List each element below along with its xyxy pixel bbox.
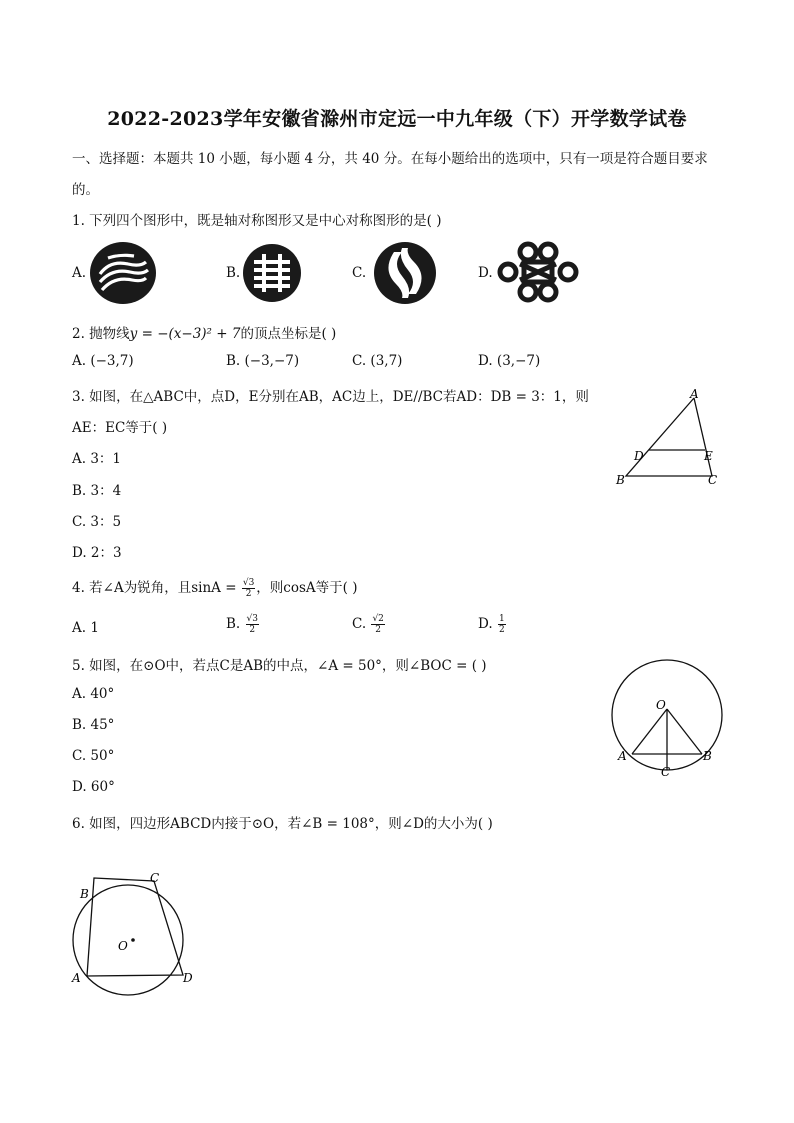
q2-stem-formula: y = −(x−3)² + 7 bbox=[129, 326, 241, 342]
q4-option-c-label: C. bbox=[352, 616, 367, 632]
q1-option-b-label: B. bbox=[226, 265, 241, 281]
q4-stem-frac-num: √3 bbox=[242, 578, 255, 588]
q2-stem-pre: 2. 抛物线 bbox=[72, 326, 130, 342]
q4-option-c-fraction bbox=[371, 614, 384, 635]
unionpay-style-logo-icon bbox=[240, 242, 304, 304]
question-5-stem: 5. 如图，在⊙O中，若点C是AB的中点，∠A = 50°，则∠BOC = ( ) bbox=[72, 658, 487, 674]
section-heading-line1: 一、选择题：本题共 10 小题，每小题 4 分，共 40 分。在每小题给出的选项中，只有一项是符合题目要求 bbox=[72, 151, 708, 167]
q4-option-d-den: 2 bbox=[498, 625, 505, 635]
q5-circle-figure bbox=[606, 656, 730, 780]
q4-stem-post: ，则cosA等于( ) bbox=[256, 580, 358, 596]
label-d: D bbox=[634, 449, 644, 463]
label-d: D bbox=[183, 971, 193, 985]
question-6-stem: 6. 如图，四边形ABCD内接于⊙O，若∠B = 108°，则∠D的大小为( ) bbox=[72, 816, 493, 832]
q4-option-d-num: 1 bbox=[498, 614, 505, 624]
q4-option-b-num: √3 bbox=[246, 614, 258, 624]
center-point-o bbox=[131, 938, 135, 942]
q1-option-a-label: A. bbox=[72, 265, 87, 281]
q4-option-d bbox=[478, 614, 507, 635]
q3-option-b: B. 3：4 bbox=[72, 483, 122, 499]
q4-option-a: A. 1 bbox=[72, 620, 99, 636]
q4-option-b bbox=[226, 614, 260, 635]
q1-option-d-label: D. bbox=[478, 265, 493, 281]
q4-option-c-den: 2 bbox=[375, 625, 382, 635]
q3-option-c: C. 3：5 bbox=[72, 514, 122, 530]
q4-option-d-label: D. bbox=[478, 616, 493, 632]
q2-option-c: C. (3,7) bbox=[352, 353, 403, 369]
q4-option-c bbox=[352, 614, 386, 635]
q4-stem-pre: 4. 若∠A为锐角，且sinA = bbox=[72, 580, 241, 596]
quadrilateral-abcd bbox=[87, 878, 183, 976]
label-a: A bbox=[618, 749, 627, 763]
q6-inscribed-quadrilateral-figure bbox=[66, 866, 202, 1002]
q4-option-b-label: B. bbox=[226, 616, 241, 632]
label-a: A bbox=[72, 971, 81, 985]
label-a: A bbox=[690, 387, 699, 401]
label-c: C bbox=[661, 765, 671, 779]
label-c: C bbox=[150, 871, 160, 885]
q5-option-b: B. 45° bbox=[72, 717, 115, 733]
q4-stem-frac-den: 2 bbox=[245, 589, 252, 599]
q2-option-b: B. (−3,−7) bbox=[226, 353, 300, 369]
label-o: O bbox=[118, 939, 128, 953]
q3-option-a: A. 3：1 bbox=[72, 451, 122, 467]
q4-option-b-den: 2 bbox=[249, 625, 256, 635]
page-title: 2022-2023学年安徽省滁州市定远一中九年级（下）开学数学试卷 bbox=[107, 108, 687, 130]
question-3-stem-line2: AE：EC等于( ) bbox=[72, 420, 168, 436]
swirl-logo-icon bbox=[372, 240, 438, 306]
q3-option-d: D. 2：3 bbox=[72, 545, 122, 561]
q2-stem-post: 的顶点坐标是( ) bbox=[240, 326, 337, 342]
q3-triangle-figure bbox=[612, 386, 724, 490]
q4-option-c-num: √2 bbox=[372, 614, 384, 624]
question-4-stem bbox=[72, 576, 358, 599]
section-heading-line2: 的。 bbox=[72, 182, 99, 198]
triangle-abc bbox=[626, 398, 712, 476]
segment-ob bbox=[667, 709, 702, 754]
question-2-stem bbox=[72, 322, 336, 342]
label-e: E bbox=[704, 449, 713, 463]
q2-option-a: A. (−3,7) bbox=[72, 353, 134, 369]
q4-option-b-fraction bbox=[246, 614, 259, 635]
q5-option-a: A. 40° bbox=[72, 686, 115, 702]
q4-option-d-fraction bbox=[498, 614, 506, 635]
q5-option-d: D. 60° bbox=[72, 779, 115, 795]
label-b: B bbox=[703, 749, 712, 763]
question-1-stem: 1. 下列四个图形中，既是轴对称图形又是中心对称图形的是( ) bbox=[72, 213, 442, 229]
label-c: C bbox=[708, 473, 718, 487]
q1-option-c-label: C. bbox=[352, 265, 367, 281]
question-3-stem-line1: 3. 如图，在△ABC中，点D，E分别在AB，AC边上，DE//BC若AD：DB = 3：1，则 bbox=[72, 389, 589, 405]
q2-option-d: D. (3,−7) bbox=[478, 353, 541, 369]
chinese-knot-logo-icon bbox=[496, 238, 580, 306]
china-mobile-logo-icon bbox=[88, 240, 158, 306]
label-b: B bbox=[80, 887, 89, 901]
label-o: O bbox=[656, 698, 666, 712]
q5-option-c: C. 50° bbox=[72, 748, 115, 764]
label-b: B bbox=[616, 473, 625, 487]
segment-oa bbox=[632, 709, 667, 754]
q4-stem-fraction bbox=[242, 578, 255, 599]
